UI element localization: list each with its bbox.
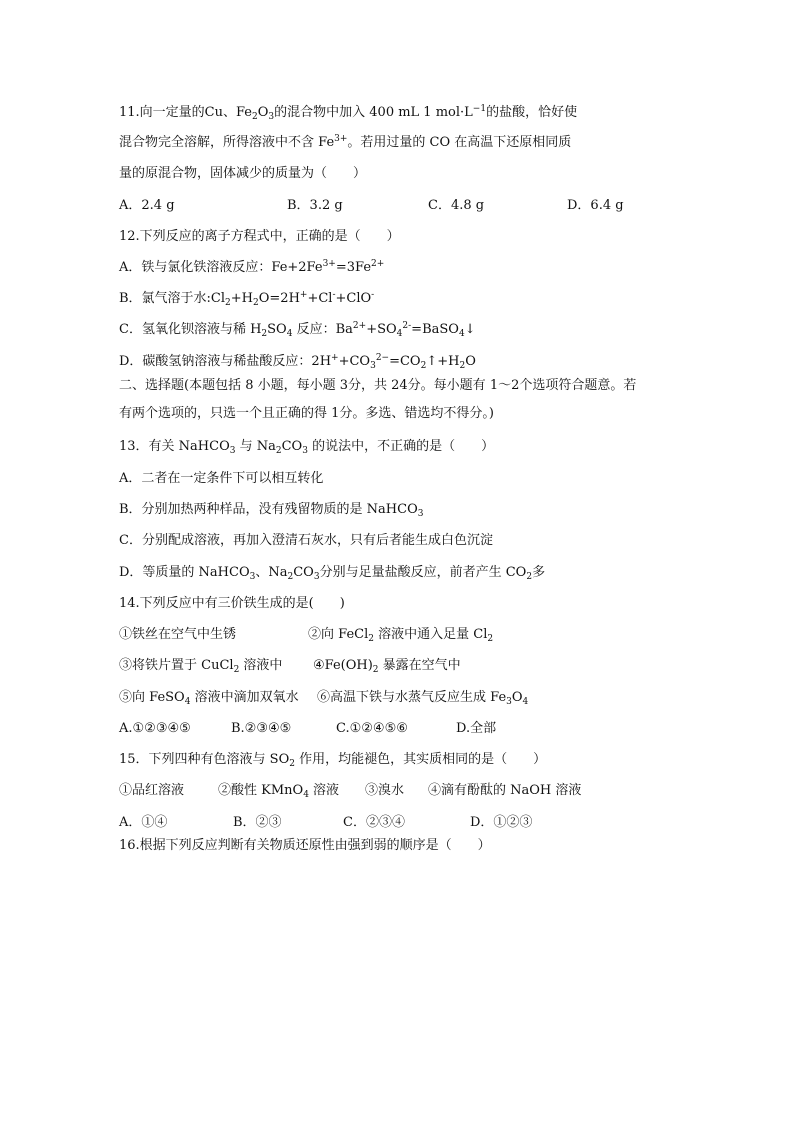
- q11-option-c: C．4.8 g: [428, 198, 485, 213]
- q11-line-1: 11.向一定量的Cu、$Fe_2O_3$的混合物中加入 400 mL 1 $mol\cdot L^{-1}$的盐酸，恰好使: [119, 104, 578, 122]
- q11-option-b: B．3.2 g: [287, 198, 343, 213]
- q11-line-2: 混合物完全溶解，所得溶液中不含 $Fe^{3+}$。若用过量的 CO 在高温下还原相同质: [119, 134, 572, 150]
- q13-option-b: B．分别加热两种样品，没有残留物质的是 NaHCO$_3$: [119, 502, 424, 519]
- q15-option-c: C．②③④: [343, 815, 405, 830]
- section-2-heading-line-1: 二、选择题(本题包括 8 小题，每小题 3分，共 24分。每小题有 1～2个选项符合题意。若: [119, 378, 637, 393]
- q12-option-b: B．氯气溶于水$:Cl_2+H_2O=2H^++Cl^-+ClO^-$: [119, 290, 375, 308]
- q15-item-2: ②酸性 KMnO$_4$ 溶液: [218, 783, 340, 800]
- q12-option-a: A．铁与氯化铁溶液反应：$Fe+2Fe^{3+}=3Fe^{2+}$: [119, 259, 385, 275]
- q15-stem: 15．下列四种有色溶液与 $SO_2$ 作用，均能褪色，其实质相同的是（ ）: [119, 752, 547, 769]
- q14-item-6: ⑥高温下铁与水蒸气反应生成 $Fe_3O_4$: [317, 690, 529, 707]
- q14-option-d: D.全部: [456, 721, 497, 736]
- section-2-heading-line-2: 有两个选项的，只选一个且正确的得 1分。多选、错选均不得分。): [119, 406, 494, 421]
- q15-option-b: B．②③: [233, 815, 282, 830]
- q15-option-a: A．①④: [119, 815, 168, 830]
- q13-option-c: C．分别配成溶液，再加入澄清石灰水，只有后者能生成白色沉淀: [119, 533, 493, 548]
- q14-item-4: $④Fe(OH)_2$ 暴露在空气中: [313, 658, 461, 675]
- q12-stem: 12.下列反应的离子方程式中，正确的是（ ）: [119, 229, 400, 244]
- q14-option-c: C.①②④⑤⑥: [336, 721, 408, 736]
- q16-stem: 16.根据下列反应判断有关物质还原性由强到弱的顺序是（ ）: [119, 838, 491, 853]
- q15-item-3: ③溴水: [365, 783, 405, 798]
- q12-option-d: D．碳酸氢钠溶液与稀盐酸反应：$2H^++CO_3^{2-}=CO_2↑+H_2O$: [119, 353, 476, 371]
- q13-option-a: A．二者在一定条件下可以相互转化: [119, 471, 324, 486]
- q11-option-d: D．6.4 g: [567, 198, 624, 213]
- q13-stem: 13．有关 NaHCO$_3$ 与 $Na_2CO_3$ 的说法中，不正确的是（ ）: [119, 439, 495, 456]
- q15-item-1: ①品红溶液: [119, 783, 185, 798]
- q11-line-3: 量的原混合物，固体减少的质量为（ ）: [119, 166, 367, 181]
- q15-option-d: D．①②③: [470, 815, 533, 830]
- q14-option-b: B.②③④⑤: [231, 721, 292, 736]
- q11-option-a: A．2.4 g: [119, 198, 175, 213]
- q13-option-d: D．等质量的 NaHCO$_3$、$Na_2CO_3$分别与足量盐酸反应，前者产生 $CO_2$多: [119, 565, 546, 582]
- q14-stem: 14.下列反应中有三价铁生成的是( ): [119, 596, 345, 611]
- q12-option-c: C．氢氧化钡溶液与稀 $H_2SO_4$ 反应：$Ba^{2+}+SO_4^{2-}=BaSO_4↓$: [119, 321, 476, 339]
- q14-option-a: A.①②③④⑤: [119, 721, 191, 736]
- q14-item-1: ①铁丝在空气中生锈: [119, 627, 237, 642]
- q15-item-4: ④滴有酚酞的 NaOH 溶液: [428, 783, 582, 798]
- q14-item-2: ②向 FeCl$_2$ 溶液中通入足量 $Cl_2$: [308, 627, 494, 644]
- q14-item-5: ⑤向 FeSO$_4$ 溶液中滴加双氧水: [119, 690, 299, 707]
- q14-item-3: ③将铁片置于 CuCl$_2$ 溶液中: [119, 658, 283, 675]
